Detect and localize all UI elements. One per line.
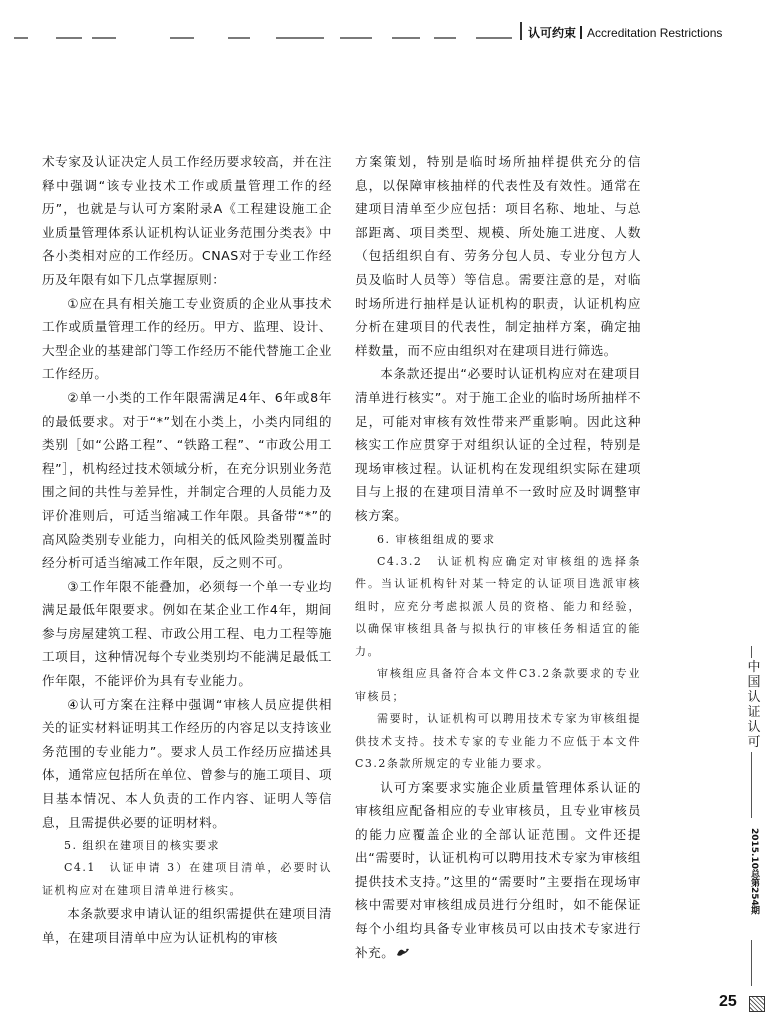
clause-quote: C4.1 认证申请 3）在建项目清单，必要时认证机构应对在建项目清单进行核实。 <box>42 861 332 897</box>
paragraph: ④认可方案在注释中强调“审核人员应提供相关的证实材料证明其工作经历的内容足以支持该业务范围的专业能力”。要求人员工作经历应描述具体，通常应包括所在单位、曾参与的施工项目、项目基本情况、本人负责的工作内容、证明人等信息，且需提供必要的证明材料。 <box>42 696 332 830</box>
paragraph <box>355 776 641 965</box>
page-number: 25 <box>719 993 737 1010</box>
paragraph: 本条款要求申请认证的组织需提供在建项目清单，在建项目清单中应为认证机构的审核 <box>42 906 332 945</box>
clause-quote: 审核组应具备符合本文件C3.2条款要求的专业审核员； <box>355 667 641 703</box>
right-column <box>355 150 641 964</box>
subsection-heading: 5. 组织在建项目的核实要求 <box>64 839 220 853</box>
paragraph: ③工作年限不能叠加，必须每一个单一专业均满足最低年限要求。例如在某企业工作4年，期间参与房屋建筑工程、市政公用工程、电力工程等施工项目，这种情况每个专业类别均不能满足最低工作年限，不能评价为具有专业能力。 <box>42 578 332 689</box>
paragraph-text: 认可方案要求实施企业质量管理体系认证的审核组应配备相应的专业审核员，且专业审核员的能力应覆盖企业的全部认证范围。文件还提出“需要时，认证机构可以聘用技术专家为审核组提供技术支持。”这里的“需要时”主要指在现场审核中需要对审核组成员进行分组时，如不能保证每个小组均具备专业审核员可以由技术专家进行补充。 <box>355 779 641 960</box>
paragraph: 本条款还提出“必要时认证机构应对在建项目清单进行核实”。对于施工企业的临时场所抽样不足，可能对审核有效性带来严重影响。因此这种核实工作应贯穿于对组织认证的全过程，特别是现场审核过程。认证机构在发现组织实际在建项目与上报的在建项目清单不一致时应及时调整审核方案。 <box>355 366 641 523</box>
sidebar-rule <box>751 646 752 658</box>
paragraph: 术专家及认证决定人员工作经历要求较高，并在注释中强调“该专业技术工作或质量管理工作的经历”，也就是与认可方案附录A《工程建设施工企业质量管理体系认证机构认证业务范围分类表》中各小类相对应的工作经历。CNAS对于专业工作经历及年限有如下几点掌握原则： <box>42 154 332 287</box>
header-vertical-rule <box>520 22 522 40</box>
paragraph: 方案策划，特别是临时场所抽样提供充分的信息，以保障审核抽样的代表性及有效性。通常在建项目清单至少应包括：项目名称、地址、与总部距离、项目类型、规模、所处施工进度、人数（包括组织自有、劳务分包人员、专业分包方人员及临时人员等）等信息。需要注意的是，对临时场所进行抽样是认证机构的职责，认证机构应分析在建项目的代表性，制定抽样方案，确定抽样数量，而不应由组织对在建项目进行筛选。 <box>355 154 641 358</box>
end-of-article-icon <box>396 946 410 958</box>
corner-pattern <box>749 996 765 1012</box>
journal-title-text: 中国认证认可 <box>747 660 761 750</box>
header-dashed-rule <box>14 37 514 39</box>
clause-quote: C4.3.2 认证机构应确定对审核组的选择条件。当认证机构针对某一特定的认证项目选派审核组时，应充分考虑拟派人员的资格、能力和经验，以确保审核组具备与拟执行的审核任务相适宜的能力。 <box>355 554 641 658</box>
sidebar-rule <box>751 752 752 818</box>
sidebar-rule <box>751 940 752 986</box>
section-title-zh: 认可约束 <box>528 26 577 40</box>
running-header <box>528 24 722 41</box>
section-title-en: Accreditation Restrictions <box>587 26 723 40</box>
left-column <box>42 150 332 949</box>
paragraph: ①应在具有相关施工专业资质的企业从事技术工作或质量管理工作的经历。甲方、监理、设计、大型企业的基建部门等工作经历不能代替施工企业工作经历。 <box>42 295 332 382</box>
paragraph: ②单一小类的工作年限需满足4年、6年或8年的最低要求。对于“*”划在小类上，小类内同组的类别［如“公路工程”、“铁路工程”、“市政公用工程”］，机构经过技术领域分析，在充分识别业务范围之间的共性与差异性，并制定合理的人员能力及评价准则后，可适当缩减工作年限。具备带“*”的高风险类别专业能力，向相关的低风险类别覆盖时经分析可适当缩减工作年限，反之则不可。 <box>42 389 332 571</box>
issue-label: 2015.10总第254期 <box>749 828 759 915</box>
clause-quote: 需要时，认证机构可以聘用技术专家为审核组提供技术支持。技术专家的专业能力不应低于本文件C3.2条款所规定的专业能力要求。 <box>355 712 641 770</box>
subsection-heading: 6. 审核组组成的要求 <box>377 532 496 546</box>
journal-title <box>743 660 765 750</box>
